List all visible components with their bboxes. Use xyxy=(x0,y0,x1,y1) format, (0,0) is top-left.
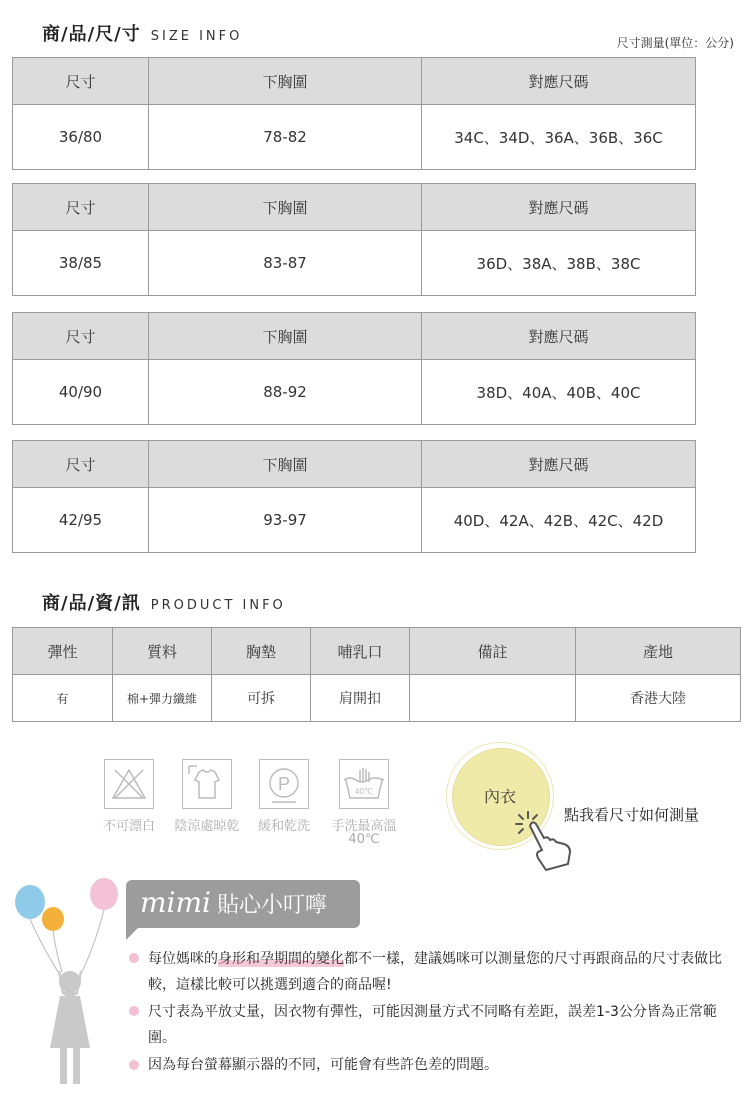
underwear-badge-label: 內衣 xyxy=(483,787,516,806)
care-hand-wash xyxy=(322,759,406,847)
underbust-value: 88-92 xyxy=(149,360,422,425)
product-info-title: 商/品/資/訊 xyxy=(42,593,141,614)
unit-note: 尺寸測量(單位：公分) xyxy=(616,36,734,50)
orange-balloon xyxy=(42,907,64,931)
pink-balloon xyxy=(90,878,118,910)
size-value: 38/85 xyxy=(13,231,149,296)
tip-3: 因為每台螢幕顯示器的不同，可能會有些許色差的問題。 xyxy=(148,1057,498,1073)
tip-2: 尺寸表為平放丈量，因衣物有彈性，可能因測量方式不同略有差距，誤差1-3公分皆為正常範圍。 xyxy=(148,1004,717,1046)
header-underbust: 下胸圍 xyxy=(149,313,422,360)
care-label: 緩和乾洗 xyxy=(257,819,310,834)
size-info-title-en: SIZE INFO xyxy=(150,29,243,44)
svg-text:P: P xyxy=(277,774,291,794)
header-nursing-opening: 哺乳口 xyxy=(311,628,410,675)
product-info-table xyxy=(12,627,741,722)
size-table-4 xyxy=(12,440,696,553)
tip-1 xyxy=(148,946,728,998)
cup-sizes-value: 36D、38A、38B、38C xyxy=(422,231,696,296)
tips-brand: mimi xyxy=(140,886,212,919)
header-size: 尺寸 xyxy=(13,58,149,105)
header-size: 尺寸 xyxy=(13,441,149,488)
care-label-temp: 40℃ xyxy=(348,832,380,847)
care-no-bleach xyxy=(96,759,162,834)
gentle-dry-clean-icon xyxy=(259,759,309,809)
cup-sizes-value: 34C、34D、36A、36B、36C xyxy=(422,105,696,170)
header-padding: 胸墊 xyxy=(212,628,311,675)
size-value: 42/95 xyxy=(13,488,149,553)
size-table-1 xyxy=(12,57,696,170)
nursing-opening-value: 肩開扣 xyxy=(311,675,410,722)
header-cup-sizes: 對應尺碼 xyxy=(422,58,696,105)
bullet-dot xyxy=(129,1060,139,1070)
header-cup-sizes: 對應尺碼 xyxy=(422,313,696,360)
header-underbust: 下胸圍 xyxy=(149,441,422,488)
remarks-value xyxy=(410,675,576,722)
cup-sizes-value: 38D、40A、40B、40C xyxy=(422,360,696,425)
girl-with-balloons-illustration xyxy=(10,872,120,1104)
padding-value: 可拆 xyxy=(212,675,311,722)
header-cup-sizes: 對應尺碼 xyxy=(422,184,696,231)
origin-value: 香港大陸 xyxy=(576,675,741,722)
care-shade-dry xyxy=(168,759,246,834)
size-value: 36/80 xyxy=(13,105,149,170)
bullet-dot xyxy=(129,1006,139,1016)
care-label: 陰涼處晾乾 xyxy=(174,819,240,834)
header-material: 質料 xyxy=(113,628,212,675)
underbust-value: 83-87 xyxy=(149,231,422,296)
header-remarks: 備註 xyxy=(410,628,576,675)
size-value: 40/90 xyxy=(13,360,149,425)
elasticity-value: 有 xyxy=(13,675,113,722)
header-origin: 產地 xyxy=(576,628,741,675)
no-bleach-icon xyxy=(104,759,154,809)
tips-title xyxy=(140,886,327,919)
care-gentle-dry-clean xyxy=(252,759,316,834)
size-info-heading xyxy=(42,20,242,46)
tip-1-post: 都不一樣，建議媽咪可以測量您的尺寸再跟商品的尺寸表做比較，這樣比較可以挑選到適合的商品喔! xyxy=(148,951,722,993)
tip-1-highlight: 身形和孕期間的變化 xyxy=(218,951,344,967)
bullet-dot xyxy=(129,953,139,963)
tips-title-text: 貼心小叮嚀 xyxy=(217,893,328,918)
material-value: 棉+彈力纖維 xyxy=(113,675,212,722)
tip-1-pre: 每位媽咪的 xyxy=(148,951,218,967)
size-table-3 xyxy=(12,312,696,425)
cup-sizes-value: 40D、42A、42B、42C、42D xyxy=(422,488,696,553)
product-info-title-en: PRODUCT INFO xyxy=(150,598,286,613)
underbust-value: 78-82 xyxy=(149,105,422,170)
care-label: 不可漂白 xyxy=(102,819,155,834)
header-cup-sizes: 對應尺碼 xyxy=(422,441,696,488)
tips-bubble-tail xyxy=(126,924,142,940)
header-elasticity: 彈性 xyxy=(13,628,113,675)
hand-wash-icon xyxy=(339,759,389,809)
header-size: 尺寸 xyxy=(13,184,149,231)
size-info-title: 商/品/尺/寸 xyxy=(42,24,141,45)
shade-dry-icon xyxy=(182,759,232,809)
header-size: 尺寸 xyxy=(13,313,149,360)
size-table-2 xyxy=(12,183,696,296)
underbust-value: 93-97 xyxy=(149,488,422,553)
header-underbust: 下胸圍 xyxy=(149,184,422,231)
product-info-heading xyxy=(42,589,286,615)
blue-balloon xyxy=(15,885,45,919)
hand-wash-temp: 40℃ xyxy=(355,787,373,796)
measure-guide-link[interactable]: 點我看尺寸如何測量 xyxy=(564,806,700,824)
care-label: 手洗最高溫 xyxy=(331,819,397,834)
header-underbust: 下胸圍 xyxy=(149,58,422,105)
